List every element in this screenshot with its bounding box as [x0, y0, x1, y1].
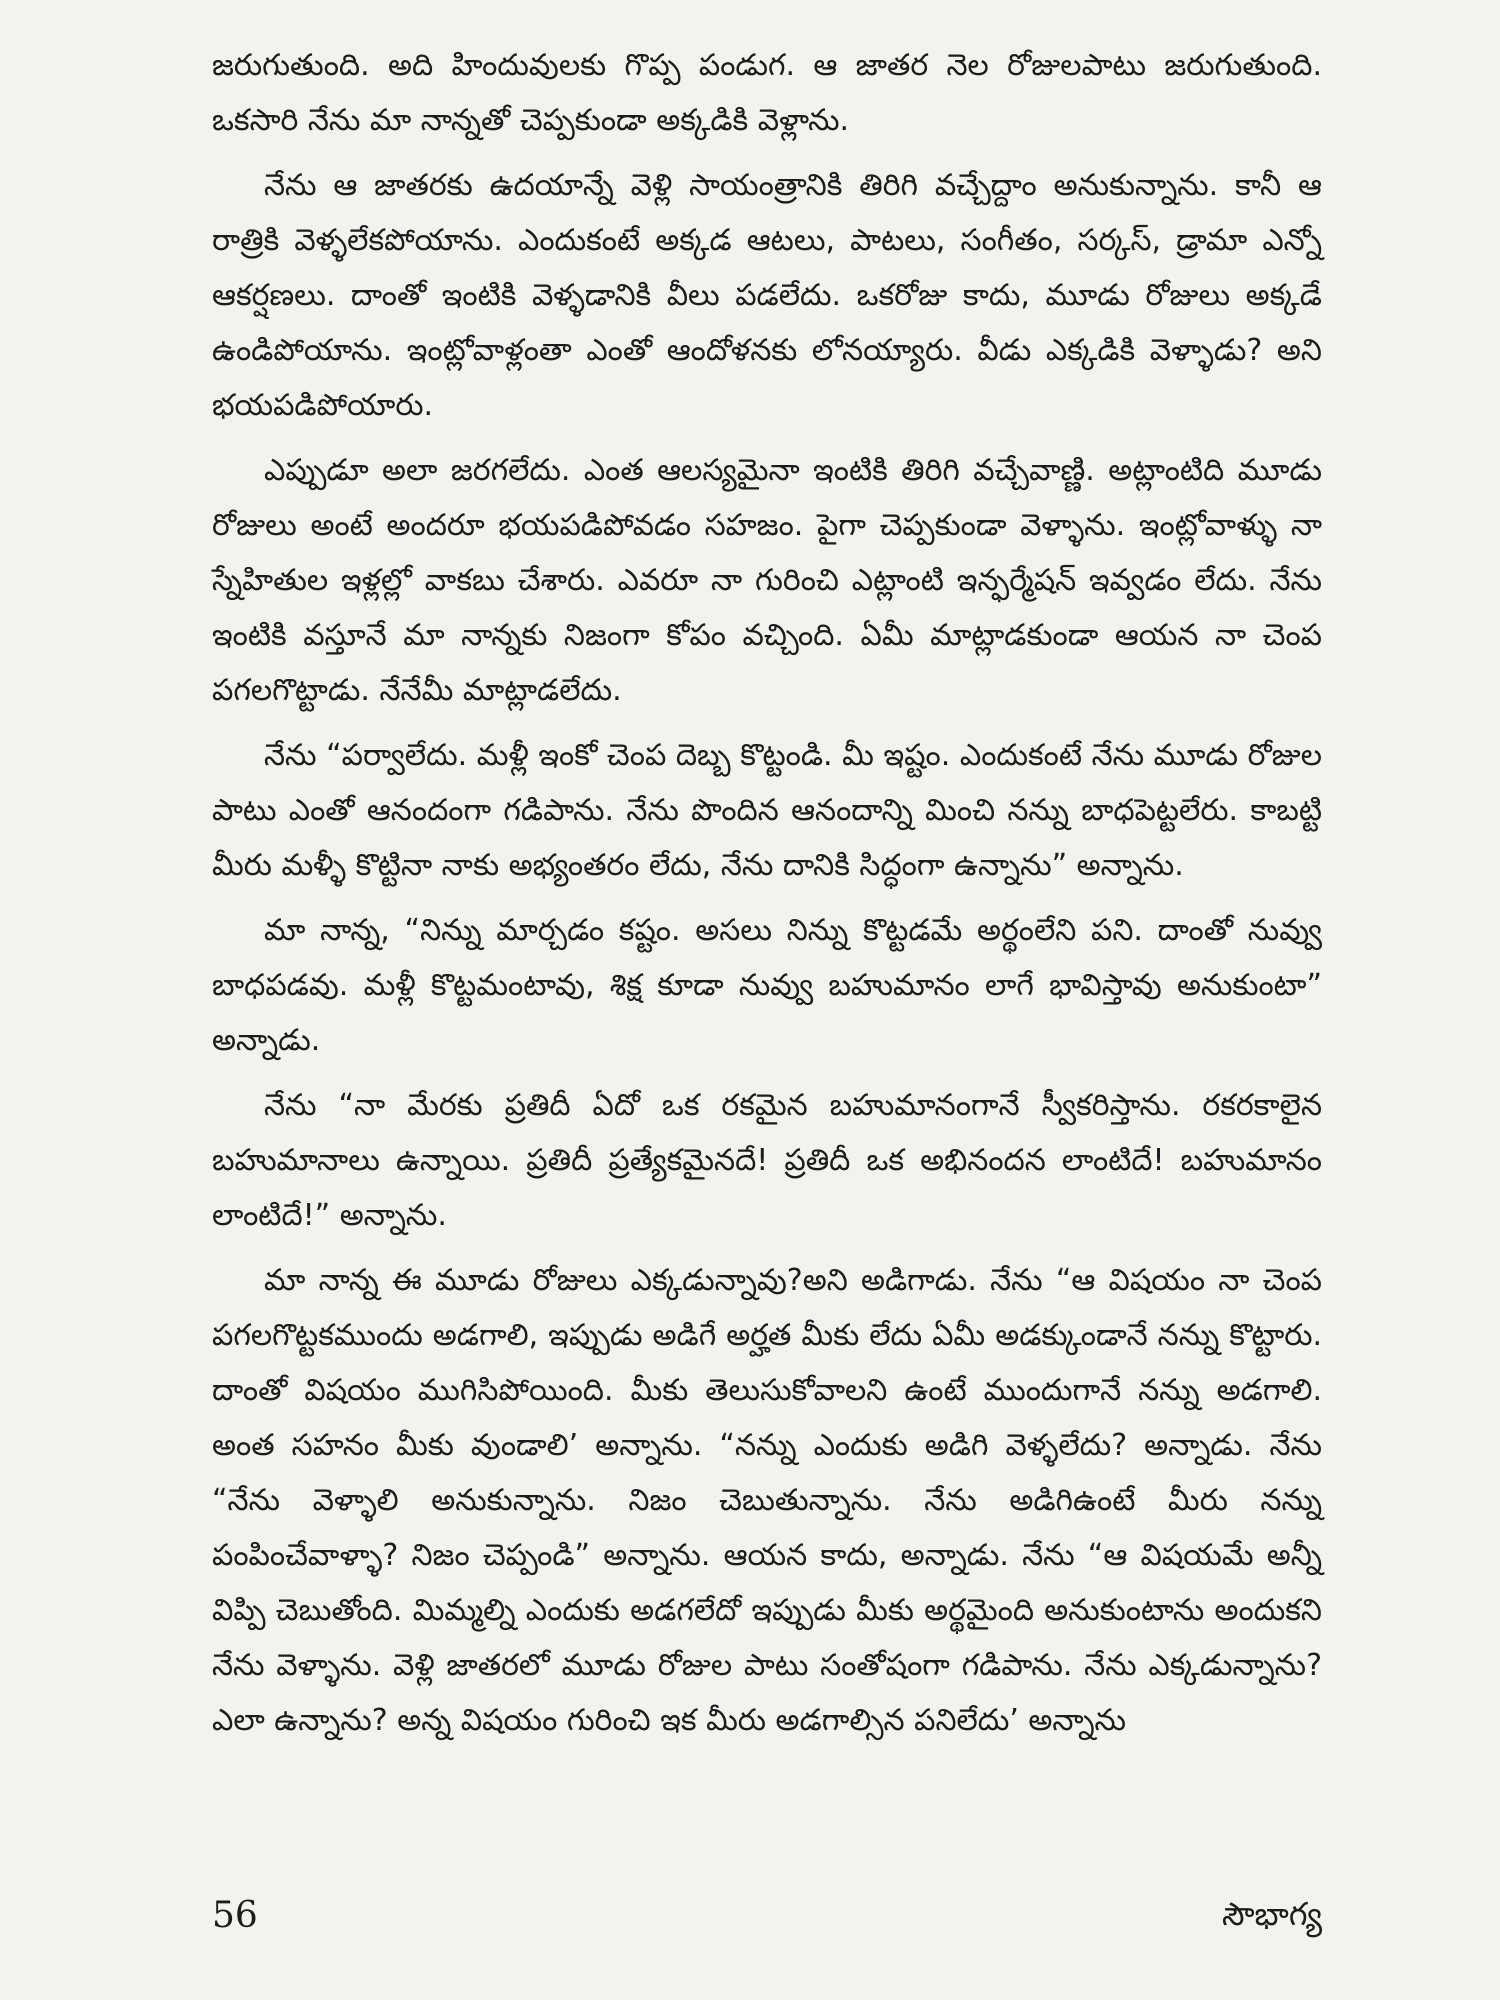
- paragraph: ఎప్పుడూ అలా జరగలేదు. ఎంత ఆలస్యమైనా ఇంటికి తిరిగి వచ్చేవాణ్ణి. అట్లాంటిది మూడు రోజులు అంటే అందరూ భయపడిపోవడం సహజం. పైగా చెప్పకుండా వెళ్ళాను. ఇంట్లోవాళ్ళు నా స్నేహితుల ఇళ్లల్లో వాకబు చేశారు. ఎవరూ నా గురించి ఎట్లాంటి ఇన్ఫర్మేషన్ ఇవ్వడం లేదు. నేను ఇంటికి వస్తూనే మా నాన్నకు నిజంగా కోపం వచ్చింది. ఏమీ మాట్లాడకుండా ఆయన నా చెంప పగలగొట్టాడు. నేనేమీ మాట్లాడలేదు.: [212, 453, 1322, 708]
- paragraph: నేను “పర్వాలేదు. మళ్లీ ఇంకో చెంప దెబ్బ కొట్టండి. మీ ఇష్టం. ఎందుకంటే నేను మూడు రోజుల పాటు ఎంతో ఆనందంగా గడిపాను. నేను పొందిన ఆనందాన్ని మించి నన్ను బాధపెట్టలేరు. కాబట్టి మీరు మళ్ళీ కొట్టినా నాకు అభ్యంతరం లేదు, నేను దానికి సిద్ధంగా ఉన్నాను” అన్నాను.: [212, 738, 1322, 883]
- page-footer: [212, 1895, 1322, 1955]
- paragraph: నేను “నా మేరకు ప్రతిదీ ఏదో ఒక రకమైన బహుమానంగానే స్వీకరిస్తాను. రకరకాలైన బహుమానాలు ఉన్నాయి. ప్రతిదీ ప్రత్యేకమైనదే! ప్రతిదీ ఒక అభినందన లాంటిదే! బహుమానం లాంటిదే!” అన్నాను.: [212, 1088, 1322, 1233]
- paragraph: మా నాన్న ఈ మూడు రోజులు ఎక్కడున్నావు?అని అడిగాడు. నేను “ఆ విషయం నా చెంప పగలగొట్టకముందు అడగాలి, ఇప్పుడు అడిగే అర్హత మీకు లేదు ఏమీ అడక్కుండానే నన్ను కొట్టారు. దాంతో విషయం ముగిసిపోయింది. మీకు తెలుసుకోవాలని ఉంటే ముందుగానే నన్ను అడగాలి. అంత సహనం మీకు వుండాలి’ అన్నాను. “నన్ను ఎందుకు అడిగి వెళ్ళలేదు? అన్నాడు. నేను “నేను వెళ్ళాలి అనుకున్నాను. నిజం చెబుతున్నాను. నేను అడిగిఉంటే మీరు నన్ను పంపించేవాళ్ళా? నిజం చెప్పండి” అన్నాను. ఆయన కాదు, అన్నాడు. నేను “ఆ విషయమే అన్నీ విప్పి చెబుతోంది. మిమ్మల్ని ఎందుకు అడగలేదో ఇప్పుడు మీకు అర్థమైంది అనుకుంటాను అందుకని నేను వెళ్ళాను. వెళ్లి జాతరలో మూడు రోజుల పాటు సంతోషంగా గడిపాను. నేను ఎక్కడున్నాను? ఎలా ఉన్నాను? అన్న విషయం గురించి ఇక మీరు అడగాల్సిన పనిలేదు’ అన్నాను: [212, 1263, 1322, 1738]
- paragraph: నేను ఆ జాతరకు ఉదయాన్నే వెళ్లి సాయంత్రానికి తిరిగి వచ్చేద్దాం అనుకున్నాను. కానీ ఆ రాత్రికి వెళ్ళలేకపోయాను. ఎందుకంటే అక్కడ ఆటలు, పాటలు, సంగీతం, సర్కస్, డ్రామా ఎన్నో ఆకర్షణలు. దాంతో ఇంటికి వెళ్ళడానికి వీలు పడలేదు. ఒకరోజు కాదు, మూడు రోజులు అక్కడే ఉండిపోయాను. ఇంట్లోవాళ్లంతా ఎంతో ఆందోళనకు లోనయ్యారు. వీడు ఎక్కడికి వెళ్ళాడు? అని భయపడిపోయారు.: [212, 168, 1322, 423]
- body-text: [212, 38, 1322, 1758]
- paragraph: మా నాన్న, “నిన్ను మార్చడం కష్టం. అసలు నిన్ను కొట్టడమే అర్థంలేని పని. దాంతో నువ్వు బాధపడవు. మళ్లీ కొట్టమంటావు, శిక్ష కూడా నువ్వు బహుమానం లాగే భావిస్తావు అనుకుంటా” అన్నాడు.: [212, 913, 1322, 1058]
- running-title: సౌభాగ్య: [1221, 1895, 1322, 1933]
- paragraph-continued: జరుగుతుంది. అది హిందువులకు గొప్ప పండుగ. ఆ జాతర నెల రోజులపాటు జరుగుతుంది. ఒకసారి నేను మా నాన్నతో చెప్పకుండా అక్కడికి వెళ్లాను.: [212, 48, 1322, 138]
- page-number: 56: [212, 1895, 258, 1936]
